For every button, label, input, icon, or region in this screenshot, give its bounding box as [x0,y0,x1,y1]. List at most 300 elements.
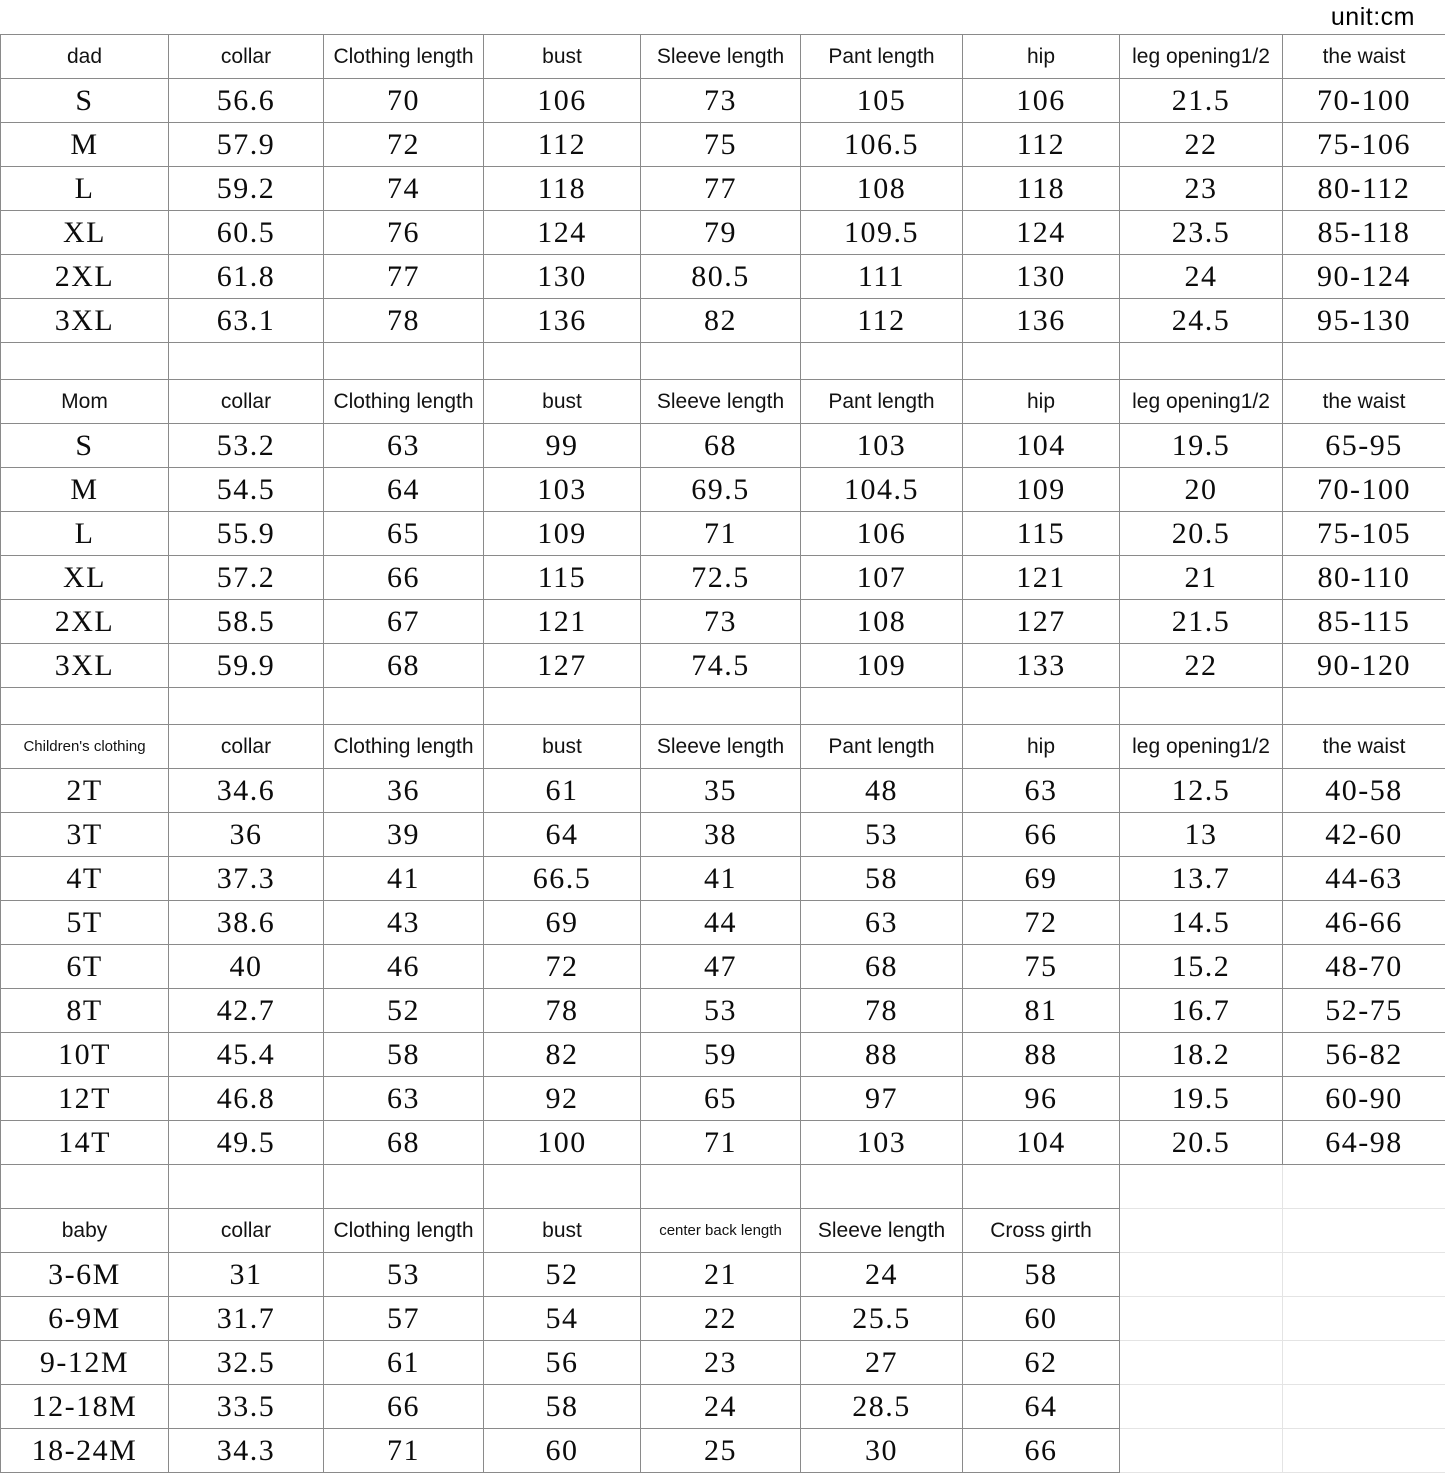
cell-pant-length: 58 [801,857,963,901]
table-row [1,211,1445,255]
table-row [1,1121,1445,1165]
table-row [1,813,1445,857]
cell-hip: 88 [963,1033,1120,1077]
cell-waist: 44-63 [1283,857,1445,901]
cell-hip: 104 [963,424,1120,468]
cell-leg-opening: 13 [1120,813,1283,857]
cell-leg-opening: 21.5 [1120,79,1283,123]
header-cell-bust: bust [484,35,641,79]
cell-size: 3T [1,813,169,857]
cell-waist: 80-110 [1283,556,1445,600]
cell-bust: 127 [484,644,641,688]
spacer-cell [484,1165,641,1209]
cell-waist: 75-105 [1283,512,1445,556]
header-cell-hip: hip [963,380,1120,424]
cell-collar: 56.6 [169,79,324,123]
table-row [1,255,1445,299]
spacer-cell [801,688,963,725]
cell-waist: 56-82 [1283,1033,1445,1077]
spacer-cell [324,688,484,725]
cell-pant-length: 103 [801,424,963,468]
cell-collar: 58.5 [169,600,324,644]
cell-collar: 63.1 [169,299,324,343]
cell-clothing-length: 53 [324,1253,484,1297]
cell-clothing-length: 36 [324,769,484,813]
cell-collar: 60.5 [169,211,324,255]
header-cell-clothing-length: Clothing length [324,35,484,79]
cell-bust: 109 [484,512,641,556]
cell-sleeve-length: 28.5 [801,1385,963,1429]
cell-collar: 55.9 [169,512,324,556]
header-cell-leg-opening: leg opening1/2 [1120,725,1283,769]
cell-cross-girth: 62 [963,1341,1120,1385]
cell-collar: 49.5 [169,1121,324,1165]
cell-waist: 90-120 [1283,644,1445,688]
table-row [1,1429,1445,1473]
cell-bust: 103 [484,468,641,512]
cell-size: M [1,123,169,167]
cell-bust: 61 [484,769,641,813]
cell-size: 9-12M [1,1341,169,1385]
cell-collar: 31.7 [169,1297,324,1341]
cell-collar: 37.3 [169,857,324,901]
cell-clothing-length: 43 [324,901,484,945]
header-cell-bust: bust [484,1209,641,1253]
table-header-row-children [1,725,1445,769]
cell-leg-opening: 14.5 [1120,901,1283,945]
cell-cross-girth: 58 [963,1253,1120,1297]
cell-waist: 64-98 [1283,1121,1445,1165]
cell-leg-opening: 21 [1120,556,1283,600]
spacer-cell [963,1165,1120,1209]
table-row [1,1385,1445,1429]
cell-hip: 66 [963,813,1120,857]
cell-bust: 56 [484,1341,641,1385]
cell-pant-length: 104.5 [801,468,963,512]
spacer-cell [1120,343,1283,380]
cell-clothing-length: 58 [324,1033,484,1077]
cell-clothing-length: 65 [324,512,484,556]
cell-waist: 60-90 [1283,1077,1445,1121]
cell-pant-length: 97 [801,1077,963,1121]
cell-bust: 78 [484,989,641,1033]
cell-bust: 54 [484,1297,641,1341]
cell-hip: 104 [963,1121,1120,1165]
table-row [1,1253,1445,1297]
header-cell-hip: hip [963,725,1120,769]
cell-sleeve-length: 72.5 [641,556,801,600]
cell-collar: 34.3 [169,1429,324,1473]
cell-bust: 72 [484,945,641,989]
cell-sleeve-length: 82 [641,299,801,343]
header-cell-clothing-length: Clothing length [324,380,484,424]
table-row [1,512,1445,556]
header-cell-pant-length: Pant length [801,380,963,424]
cell-waist: 48-70 [1283,945,1445,989]
empty-cell [1283,1209,1445,1253]
cell-bust: 69 [484,901,641,945]
cell-leg-opening: 23.5 [1120,211,1283,255]
cell-cross-girth: 66 [963,1429,1120,1473]
cell-clothing-length: 70 [324,79,484,123]
cell-hip: 109 [963,468,1120,512]
cell-waist: 70-100 [1283,468,1445,512]
table-row [1,167,1445,211]
header-cell-bust: bust [484,380,641,424]
cell-sleeve-length: 65 [641,1077,801,1121]
cell-size: 3-6M [1,1253,169,1297]
spacer-cell [484,688,641,725]
cell-size: 3XL [1,644,169,688]
cell-size: S [1,79,169,123]
table-row [1,468,1445,512]
cell-collar: 40 [169,945,324,989]
cell-waist: 46-66 [1283,901,1445,945]
cell-pant-length: 109.5 [801,211,963,255]
table-row [1,299,1445,343]
cell-leg-opening: 20.5 [1120,1121,1283,1165]
cell-hip: 133 [963,644,1120,688]
cell-pant-length: 106 [801,512,963,556]
cell-collar: 59.2 [169,167,324,211]
cell-bust: 115 [484,556,641,600]
cell-sleeve-length: 27 [801,1341,963,1385]
cell-waist: 42-60 [1283,813,1445,857]
header-cell-collar: collar [169,380,324,424]
table-row [1,1033,1445,1077]
cell-pant-length: 108 [801,600,963,644]
spacer-cell [801,343,963,380]
cell-bust: 136 [484,299,641,343]
header-cell-pant-length: Pant length [801,35,963,79]
table-row [1,989,1445,1033]
cell-size: 12-18M [1,1385,169,1429]
cell-waist: 75-106 [1283,123,1445,167]
cell-pant-length: 107 [801,556,963,600]
empty-cell [1283,1253,1445,1297]
spacer-cell [963,688,1120,725]
cell-sleeve-length: 75 [641,123,801,167]
table-spacer-row [1,688,1445,725]
table-row [1,1341,1445,1385]
cell-size: S [1,424,169,468]
empty-cell [1283,1165,1445,1209]
cell-clothing-length: 61 [324,1341,484,1385]
table-row [1,556,1445,600]
cell-hip: 115 [963,512,1120,556]
cell-waist: 85-118 [1283,211,1445,255]
cell-center-back-length: 25 [641,1429,801,1473]
cell-hip: 127 [963,600,1120,644]
cell-clothing-length: 68 [324,1121,484,1165]
table-row [1,644,1445,688]
cell-clothing-length: 41 [324,857,484,901]
spacer-cell [1,343,169,380]
cell-clothing-length: 76 [324,211,484,255]
spacer-cell [641,688,801,725]
cell-size: 3XL [1,299,169,343]
cell-clothing-length: 78 [324,299,484,343]
empty-cell [1283,1297,1445,1341]
empty-cell [1120,1341,1283,1385]
cell-hip: 72 [963,901,1120,945]
header-cell-clothing-length: Clothing length [324,725,484,769]
cell-leg-opening: 19.5 [1120,1077,1283,1121]
header-cell-cross-girth: Cross girth [963,1209,1120,1253]
cell-clothing-length: 57 [324,1297,484,1341]
cell-size: 5T [1,901,169,945]
cell-sleeve-length: 30 [801,1429,963,1473]
header-cell-hip: hip [963,35,1120,79]
spacer-cell [484,343,641,380]
cell-size: L [1,167,169,211]
cell-sleeve-length: 38 [641,813,801,857]
cell-clothing-length: 63 [324,424,484,468]
unit-label: unit:cm [1331,3,1415,32]
cell-waist: 90-124 [1283,255,1445,299]
cell-size: 2XL [1,600,169,644]
spacer-cell [1120,688,1283,725]
cell-leg-opening: 23 [1120,167,1283,211]
cell-collar: 45.4 [169,1033,324,1077]
unit-line [0,0,1445,34]
cell-collar: 42.7 [169,989,324,1033]
cell-hip: 75 [963,945,1120,989]
cell-sleeve-length: 35 [641,769,801,813]
cell-leg-opening: 13.7 [1120,857,1283,901]
cell-clothing-length: 77 [324,255,484,299]
cell-bust: 100 [484,1121,641,1165]
empty-cell [1283,1429,1445,1473]
header-cell-collar: collar [169,725,324,769]
cell-bust: 118 [484,167,641,211]
empty-cell [1120,1253,1283,1297]
header-cell-waist: the waist [1283,380,1445,424]
cell-bust: 66.5 [484,857,641,901]
cell-pant-length: 53 [801,813,963,857]
cell-sleeve-length: 71 [641,1121,801,1165]
cell-sleeve-length: 73 [641,79,801,123]
empty-cell [1120,1165,1283,1209]
cell-clothing-length: 66 [324,1385,484,1429]
cell-leg-opening: 18.2 [1120,1033,1283,1077]
cell-collar: 53.2 [169,424,324,468]
spacer-cell [641,343,801,380]
table-row [1,945,1445,989]
table-row [1,901,1445,945]
cell-pant-length: 103 [801,1121,963,1165]
cell-clothing-length: 39 [324,813,484,857]
cell-size: 14T [1,1121,169,1165]
cell-clothing-length: 72 [324,123,484,167]
cell-bust: 99 [484,424,641,468]
cell-leg-opening: 22 [1120,644,1283,688]
cell-sleeve-length: 44 [641,901,801,945]
header-cell-leg-opening: leg opening1/2 [1120,380,1283,424]
spacer-cell [641,1165,801,1209]
cell-hip: 81 [963,989,1120,1033]
table-row [1,424,1445,468]
cell-pant-length: 105 [801,79,963,123]
cell-collar: 61.8 [169,255,324,299]
cell-center-back-length: 21 [641,1253,801,1297]
cell-bust: 60 [484,1429,641,1473]
cell-leg-opening: 16.7 [1120,989,1283,1033]
cell-pant-length: 111 [801,255,963,299]
cell-size: XL [1,211,169,255]
cell-leg-opening: 22 [1120,123,1283,167]
cell-waist: 80-112 [1283,167,1445,211]
header-cell-center-back-length: center back length [641,1209,801,1253]
cell-bust: 112 [484,123,641,167]
cell-sleeve-length: 24 [801,1253,963,1297]
header-cell-sleeve-length: Sleeve length [641,725,801,769]
header-cell-waist: the waist [1283,725,1445,769]
cell-leg-opening: 19.5 [1120,424,1283,468]
cell-collar: 59.9 [169,644,324,688]
cell-waist: 95-130 [1283,299,1445,343]
cell-center-back-length: 23 [641,1341,801,1385]
header-cell-sleeve-length: Sleeve length [641,35,801,79]
cell-clothing-length: 63 [324,1077,484,1121]
cell-collar: 33.5 [169,1385,324,1429]
cell-collar: 36 [169,813,324,857]
cell-pant-length: 106.5 [801,123,963,167]
cell-sleeve-length: 47 [641,945,801,989]
table-header-row-dad [1,35,1445,79]
cell-leg-opening: 15.2 [1120,945,1283,989]
cell-center-back-length: 24 [641,1385,801,1429]
cell-hip: 112 [963,123,1120,167]
cell-sleeve-length: 59 [641,1033,801,1077]
spacer-cell [169,1165,324,1209]
cell-collar: 32.5 [169,1341,324,1385]
table-row [1,769,1445,813]
cell-hip: 130 [963,255,1120,299]
table-row [1,1297,1445,1341]
cell-center-back-length: 22 [641,1297,801,1341]
cell-size: 4T [1,857,169,901]
cell-bust: 58 [484,1385,641,1429]
cell-collar: 57.2 [169,556,324,600]
cell-leg-opening: 24.5 [1120,299,1283,343]
spacer-cell [963,343,1120,380]
cell-hip: 69 [963,857,1120,901]
cell-hip: 136 [963,299,1120,343]
cell-clothing-length: 52 [324,989,484,1033]
header-cell-clothing-length: Clothing length [324,1209,484,1253]
header-cell-dad-group: dad [1,35,169,79]
cell-sleeve-length: 77 [641,167,801,211]
cell-size: 12T [1,1077,169,1121]
cell-sleeve-length: 69.5 [641,468,801,512]
cell-collar: 38.6 [169,901,324,945]
header-cell-collar: collar [169,1209,324,1253]
cell-sleeve-length: 74.5 [641,644,801,688]
empty-cell [1120,1385,1283,1429]
table-spacer-row [1,343,1445,380]
empty-cell [1283,1385,1445,1429]
header-cell-bust: bust [484,725,641,769]
cell-pant-length: 109 [801,644,963,688]
cell-leg-opening: 24 [1120,255,1283,299]
cell-pant-length: 68 [801,945,963,989]
cell-leg-opening: 20 [1120,468,1283,512]
table-header-row-mom [1,380,1445,424]
table-row [1,857,1445,901]
size-chart-table [0,34,1445,1473]
cell-hip: 124 [963,211,1120,255]
cell-size: 2XL [1,255,169,299]
cell-size: 18-24M [1,1429,169,1473]
cell-size: M [1,468,169,512]
cell-sleeve-length: 80.5 [641,255,801,299]
table-row [1,1077,1445,1121]
cell-collar: 46.8 [169,1077,324,1121]
cell-sleeve-length: 68 [641,424,801,468]
cell-bust: 92 [484,1077,641,1121]
header-cell-collar: collar [169,35,324,79]
cell-sleeve-length: 53 [641,989,801,1033]
cell-sleeve-length: 41 [641,857,801,901]
table-header-row-baby [1,1209,1445,1253]
header-cell-pant-length: Pant length [801,725,963,769]
cell-clothing-length: 74 [324,167,484,211]
spacer-cell [1,688,169,725]
cell-sleeve-length: 71 [641,512,801,556]
cell-pant-length: 112 [801,299,963,343]
cell-waist: 85-115 [1283,600,1445,644]
cell-size: XL [1,556,169,600]
spacer-cell [1283,343,1445,380]
cell-leg-opening: 20.5 [1120,512,1283,556]
header-cell-sleeve-length: Sleeve length [801,1209,963,1253]
cell-pant-length: 63 [801,901,963,945]
cell-hip: 121 [963,556,1120,600]
spacer-cell [1,1165,169,1209]
cell-sleeve-length: 79 [641,211,801,255]
cell-waist: 70-100 [1283,79,1445,123]
cell-pant-length: 88 [801,1033,963,1077]
table-row [1,600,1445,644]
spacer-cell [324,343,484,380]
spacer-cell [801,1165,963,1209]
cell-sleeve-length: 73 [641,600,801,644]
cell-clothing-length: 46 [324,945,484,989]
cell-collar: 31 [169,1253,324,1297]
header-cell-children-group: Children's clothing [1,725,169,769]
cell-size: 10T [1,1033,169,1077]
spacer-cell [324,1165,484,1209]
cell-bust: 106 [484,79,641,123]
cell-bust: 82 [484,1033,641,1077]
empty-cell [1120,1209,1283,1253]
table-spacer-row [1,1165,1445,1209]
empty-cell [1283,1341,1445,1385]
cell-waist: 52-75 [1283,989,1445,1033]
cell-sleeve-length: 25.5 [801,1297,963,1341]
cell-waist: 40-58 [1283,769,1445,813]
cell-size: 2T [1,769,169,813]
header-cell-sleeve-length: Sleeve length [641,380,801,424]
cell-pant-length: 108 [801,167,963,211]
cell-pant-length: 48 [801,769,963,813]
cell-leg-opening: 12.5 [1120,769,1283,813]
empty-cell [1120,1429,1283,1473]
cell-clothing-length: 64 [324,468,484,512]
cell-bust: 124 [484,211,641,255]
header-cell-leg-opening: leg opening1/2 [1120,35,1283,79]
